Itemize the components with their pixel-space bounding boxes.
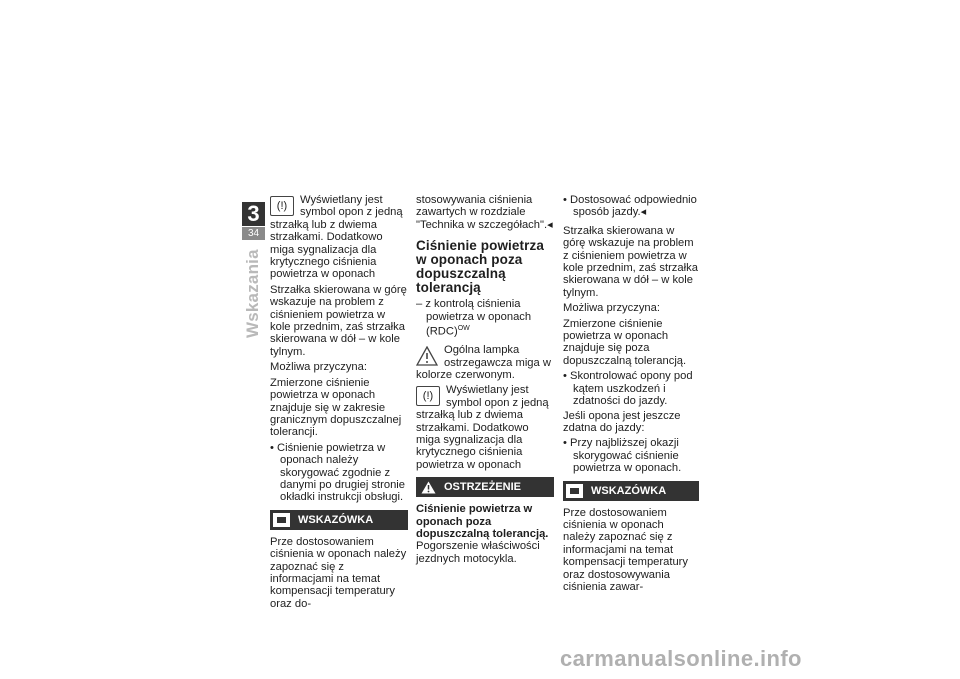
note-box: WSKAZÓWKA xyxy=(563,481,699,501)
paragraph: Zmierzone ciśnienie powietrza w oponach znajduje się w zakresie granicznym dopuszczalnej tolerancji. xyxy=(270,376,402,439)
warning-lamp-paragraph: Ogólna lampka ostrzegawcza miga w kolorze czerwonym. xyxy=(416,344,551,381)
section-heading: Ciśnienie powietrza w oponach poza dopuszczalną tolerancją xyxy=(416,238,544,296)
paragraph: stosowywania ciśnienia zawartych w rozdziale "Technika w szczegółach".◂ xyxy=(416,194,553,231)
warning-triangle-icon xyxy=(416,346,438,366)
paragraph: Jeśli opona jest jeszcze zdatna do jazdy: xyxy=(563,409,681,434)
symbol-paragraph: (!) Wyświetlany jest symbol opon z jedną strzałką lub z dwiema strzałkami. Dodatkowo miga sygnalizacja dla krytycznego ciśnienia powietrza w oponach xyxy=(416,384,549,471)
chapter-number: 3 xyxy=(242,202,265,226)
page-number: 34 xyxy=(242,227,265,240)
dash-item: – z kontrolą ciśnienia powietrza w oponach (RDC)$^{OW}$ xyxy=(416,298,532,338)
paragraph: Zmierzone ciśnienie powietrza w oponach znajduje się poza dopuszczalną tolerancją. xyxy=(563,317,687,367)
bullet-item: • Dostosować odpowiednio sposób jazdy.◂ xyxy=(563,194,697,219)
paragraph: Strzałka skierowana w górę wskazuje na problem z ciśnieniem powietrza w kole przednim, zaś strzałka skierowana w dół – w kole tylnym. xyxy=(270,283,407,358)
symbol-paragraph: (!) Wyświetlany jest symbol opon z jedną strzałką lub z dwiema strzałkami. Dodatkowo miga sygnalizacja dla krytycznego ciśnienia powietrza w oponach xyxy=(270,194,403,281)
bullet-item: • Przy najbliższej okazji skorygować ciśnienie powietrza w oponach. xyxy=(563,437,682,475)
paragraph: Możliwa przyczyna: xyxy=(563,302,660,315)
chapter-tab xyxy=(242,202,265,240)
watermark: carmanualsonline.info xyxy=(560,646,802,671)
paragraph: Prze dostosowaniem ciśnienia w oponach należy zapoznać się z informacjami na temat kompensacji temperatury oraz do- xyxy=(270,535,407,610)
paragraph: Prze dostosowaniem ciśnienia w oponach należy zapoznać się z informacjami na temat kompensacji temperatury oraz dostosowywania ciśnienia zawar- xyxy=(563,506,688,593)
warning-title: Ciśnienie powietrza w oponach poza dopuszczalną tolerancją. xyxy=(416,503,549,541)
note-icon xyxy=(273,513,290,527)
tire-pressure-icon: (!) xyxy=(416,386,440,406)
bullet-item: • Ciśnienie powietrza w oponach należy skorygować zgodnie z danymi po drugiej stronie okładki instrukcji obsługi. xyxy=(270,441,405,504)
note-box: WSKAZÓWKA xyxy=(270,510,408,530)
warning-box: OSTRZEŻENIE xyxy=(416,477,554,497)
warning-icon xyxy=(421,481,436,494)
tire-pressure-icon: (!) xyxy=(270,196,294,216)
paragraph: Strzałka skierowana w górę wskazuje na problem z ciśnieniem powietrza w kole przednim, zaś strzałka skierowana w dół – w kole tylnym. xyxy=(563,224,698,299)
column-2 xyxy=(416,194,554,568)
paragraph: Pogorszenie właściwości jezdnych motocykla. xyxy=(416,540,540,565)
bullet-item: • Skontrolować opony pod kątem uszkodzeń i zdatności do jazdy. xyxy=(563,370,693,408)
column-3 xyxy=(563,194,699,596)
section-label: Wskazania xyxy=(243,249,262,338)
paragraph: Możliwa przyczyna: xyxy=(270,361,367,374)
column-1 xyxy=(270,194,408,613)
note-icon xyxy=(566,484,583,498)
